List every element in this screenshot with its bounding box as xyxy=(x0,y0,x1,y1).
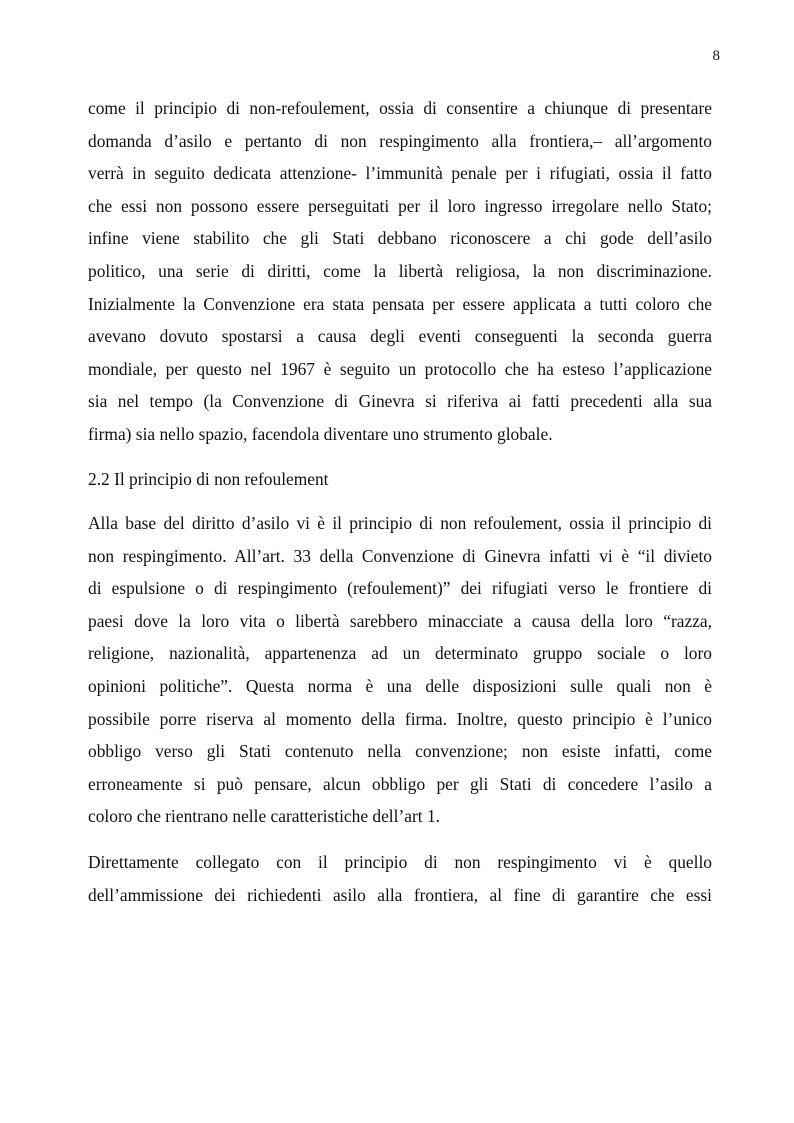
text-line: paesi dove la loro vita o libertà sarebbero minacciate a causa della loro “razza, xyxy=(88,610,712,631)
text-line: che essi non possono essere perseguitati per il loro ingresso irregolare nello Stato; xyxy=(88,195,712,216)
text-line: coloro che rientrano nelle caratteristiche dell’art 1. xyxy=(88,806,440,827)
text-line: non respingimento. All’art. 33 della Convenzione di Ginevra infatti vi è “il divieto xyxy=(88,545,712,566)
text-line: mondiale, per questo nel 1967 è seguito un protocollo che ha esteso l’applicazione xyxy=(88,358,712,379)
paragraph-body xyxy=(88,92,712,451)
text-line: come il principio di non-refoulement, ossia di consentire a chiunque di presentare xyxy=(88,98,712,118)
text-line: firma) sia nello spazio, facendola diventare uno strumento globale. xyxy=(88,423,553,444)
text-line: Inizialmente la Convenzione era stata pensata per essere applicata a tutti coloro che xyxy=(88,293,712,314)
text-line: di espulsione o di respingimento (refoulement)” dei rifugiati verso le frontiere di xyxy=(88,578,712,599)
section-heading: 2.2 Il principio di non refoulement xyxy=(88,469,329,489)
text-line: domanda d’asilo e pertanto di non respingimento alla frontiera,– all’argomento xyxy=(88,130,712,151)
text-line: politico, una serie di diritti, come la libertà religiosa, la non discriminazione. xyxy=(88,260,712,281)
paragraph-non-refoulement xyxy=(88,507,712,833)
paragraph-admission xyxy=(88,846,712,911)
text-line: verrà in seguito dedicata attenzione- l’immunità penale per i rifugiati, ossia il fatto xyxy=(88,163,712,184)
paragraph-body xyxy=(88,846,712,911)
text-line: sia nel tempo (la Convenzione di Ginevra si riferiva ai fatti precedenti alla sua xyxy=(88,391,712,412)
text-line: obbligo verso gli Stati contenuto nella convenzione; non esiste infatti, come xyxy=(88,741,712,762)
paragraph-convention-rights xyxy=(88,92,712,451)
text-line: Direttamente collegato con il principio di non respingimento vi è quello xyxy=(88,852,712,872)
text-line: possibile porre riserva al momento della firma. Inoltre, questo principio è l’unico xyxy=(88,708,712,729)
text-line: Alla base del diritto d’asilo vi è il principio di non refoulement, ossia il principio di xyxy=(88,513,712,533)
text-line: infine viene stabilito che gli Stati debbano riconoscere a chi gode dell’asilo xyxy=(88,228,712,249)
text-line: opinioni politiche”. Questa norma è una delle disposizioni sulle quali non è xyxy=(88,675,712,696)
paragraph-body xyxy=(88,507,712,833)
text-line: religione, nazionalità, appartenenza ad un determinato gruppo sociale o loro xyxy=(88,643,712,664)
page-number: 8 xyxy=(712,48,720,64)
text-line: dell’ammissione dei richiedenti asilo alla frontiera, al fine di garantire che essi xyxy=(88,884,712,905)
text-line: erroneamente si può pensare, alcun obbligo per gli Stati di concedere l’asilo a xyxy=(88,773,712,794)
text-line: avevano dovuto spostarsi a causa degli eventi conseguenti la seconda guerra xyxy=(88,326,712,347)
